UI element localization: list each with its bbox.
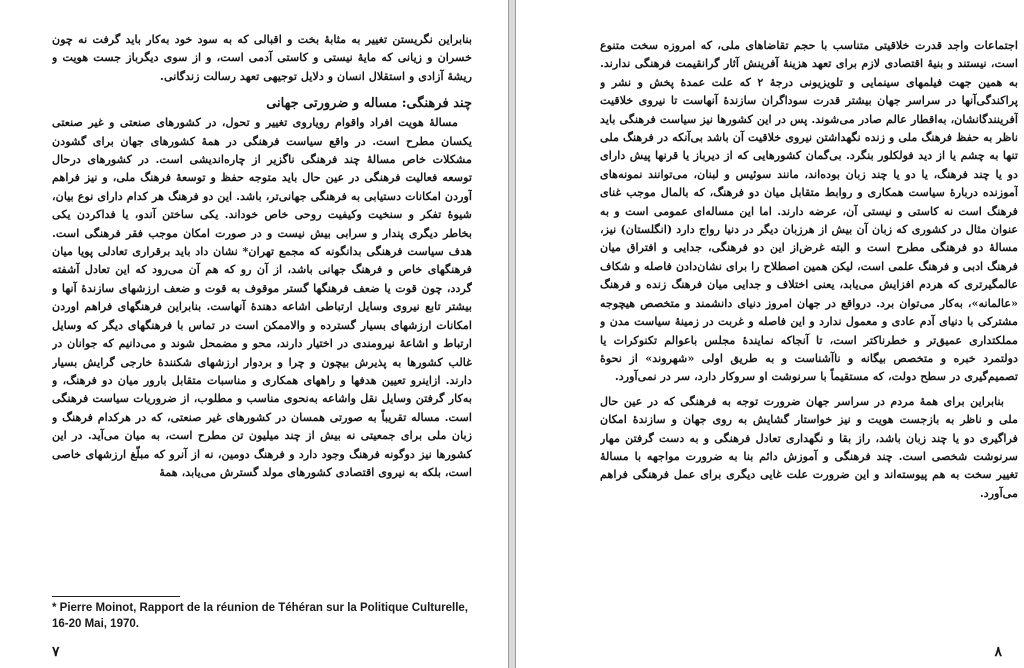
footnote: * Pierre Moinot, Rapport de la réunion de Téhéran sur la Politique Culturelle, 16-20 Mai, 1970. [52,602,468,630]
footnote-divider [52,596,180,597]
left-page-text [52,30,472,481]
left-page [0,0,508,668]
section-heading: چند فرهنگی: مساله و ضرورتی جهانی [266,96,472,112]
gutter-edge-left [508,0,509,668]
right-page-text [600,36,1018,502]
left-paragraph-intro: بنابراین نگریستن تغییر به مثابهٔ بخت و اقبالی که به سود خود به‌کار باید گرفت نه چون خسران و زیانی که مایهٔ نیستی و کاستی آدمی است، و از سوی دیگرباز جست هویت و ریشهٔ آزادی و استقلال انسان و دلایل توجیهی تعهد رسالت زندگانی. [52,32,472,83]
right-paragraph-conclusion: بنابراین برای همهٔ مردم در سراسر جهان ضرورت توجه به فرهنگی که در عین حال ملی و ناظر به بازجست هویت و نیز خواستار گشایش به روی جهان و سازندهٔ امکان فراگیری دو یا چند زبان باشد، راز بقا و نگهداری تعادل فرهنگی و به دست گرفتن مهار سرنوشت شخصی است. چند فرهنگی و آموزش دائم بنا به ضرورت مواجهه با مسالهٔ تغییر سخت به هم پیوسته‌اند و این ضرورت علت غایی دیگری برای عمل فرهنگی فراهم می‌آورد. [600,393,1018,500]
left-paragraph-section: مسالهٔ هویت افراد واقوام رویاروی تغییر و تحول، در کشورهای صنعتی و غیر صنعتی یکسان مطرح است. در واقع سیاست فرهنگی در همهٔ کشورهای جهان برای گشودن مشکلات خاص مسالهٔ چند فرهنگی ناگزیر از چاره‌اندیشی است. در کشورهای درحال توسعه فعالیت فرهنگی در عین حال باید متوجه حفظ و توسعهٔ فرهنگ ملی، و نیز فراهم آوردن امکانات دستیابی به فرهنگی جهانی‌تر، باشد. این دو فرهنگ هر کدام دارای نوع بیان، شیوهٔ تفکر و سنخیت وکیفیت روحی خاص خوداند. یکی ساختن آندو، یا فداکردن یکی بخاطر دیگری پندار و سرابی بیش نیست و در صورت امکان موجب فقر فرهنگی است. هدف سیاست فرهنگی بدانگونه که مجمع تهران* نشان داد باید برقراری تعادلی پویا میان فرهنگهای خاص و فرهنگ جهانی باشد، از آن رو که هم آن می‌رود که این تعادل آشفته گردد، چون قوت یا ضعف فرهنگها گستر موقوف به قوت و ضعف ارزشهای سازندهٔ آنها و بیشتر تابع نیروی وسایل ارتباطی اشاعه دهندهٔ آنهاست. بنابراین فرهنگهای فراهم اوردن امکانات ارزشهای بسیار گسترده و والاممکن است در تماس با فرهنگهای دیگر که وسایل ارتباط و اشاعهٔ نیرومندی در اختیار دارند، محو و مضمحل شوند و می‌دانیم که جوانان در غالب کشورها به پذیرش بیچون و چرا و بردوار ارزشهای شکنندهٔ خارجی گرایش بسیار دارند. ازاینرو تعیین هدفها و راههای همکاری و مناسبات متقابل بارور میان دو فرهنگ، و به‌کار گرفتن وسایل نقل واشاعه به‌نحوی مناسب و مطلوب، از ضروریات سیاست فرهنگی است. مساله تقریباً به صورتی همسان در کشورهای غیر صنعتی، که در هرکدام فرهنگ و زبان ملی برای جمعیتی نه بیش از چند میلیون تن مطرح است، به میان می‌آید. در این کشورها نیز دوگونه فرهنگ وجود دارد و فرهنگ دومین، نه از آنرو که مبلّغ ارزشهای خاصی است، بلکه به نیروی اقتصادی کشورهای مولد گسترش می‌یابد، همهٔ [52,115,472,479]
right-page [516,0,1024,668]
page-number-left: ۷ [52,644,60,660]
right-paragraph-main: اجتماعات واجد قدرت خلاقیتی متناسب با حجم تقاضاهای ملی، که امروزه سخت متنوع است، نیستند و بنیهٔ اقتصادی لازم برای تعهد هزینهٔ آفرینش آثار گرانقیمت فرهنگی ندارند. به همین جهت فیلمهای سینمایی و تلویزیونی درجهٔ ۲ که علت عمدهٔ پخش و نشر و پراکندگی‌آنها در سراسر جهان بیشتر قدرت سوداگران سازندهٔ آنهاست تا نیروی خلاقیت آفرینندگانشان، به‌اقطار عالم صادر می‌شوند. پس در این کشورها نیز سیاست فرهنگی باید ناظر به حفظ فرهنگ ملی و زنده نگهداشتن نیروی خلاقیت آن باشد بی‌آنکه در فرهنگ ملی تنها به چشم یا از دید فولکلور بنگرد. بی‌گمان کشورهایی که از دیرباز یا قرنها پیش دارای دو یا چند فرهنگ، یا دو یا چند زبان بوده‌اند، مانند سوئیس و لبنان، می‌توانند نمونه‌های آموزنده دربارهٔ سیاست همکاری و روابط متقابل میان دو فرهنگ، که بالمال موجب غنای فرهنگ است نه کاستی و نیستی آن، عرضه دارند. اما این مساله‌ای عمومی است و به عنوان مثال در کشوری که زبان آن بیش از هرزبان دیگر در دنیا رواج دارد (انگلستان) نیز، مسالهٔ دو فرهنگی مطرح است و البته غرض‌از این دو فرهنگی، جدایی و افتراق میان فرهنگ ادبی و فرهنگ علمی است، لیکن همین اصطلاح را برای نشان‌دادن فاصله و شکاف عالمگیرتری که هردم افزایش می‌یابد، یعنی اختلاف و جدایی میان فرهنگ زنده و فرهنگ «عالمانه»، به‌کار می‌توان برد. درواقع در جهان امروز دنیای دانشمند و متخصص هیچوجه مشترکی با دنیای آدم عادی و معمول ندارد و این فاصله و غربت در زمینهٔ سیاست مدن و مملکتداری عمیق‌تر و خطرناکتر است، تا آنجاکه نمایندهٔ مجلس باعوالم تکنوکرات یا دولتمرد خبره و متخصص بیگانه و ناآشناست و به طریق اولی «شهروند» از نحوهٔ تصمیم‌گیری در سطح دولت، که مستقیماً با سرنوشت او سروکار دارد، سر در نمی‌آورد. [600,38,1018,384]
page-number-right: ۸ [994,644,1002,660]
